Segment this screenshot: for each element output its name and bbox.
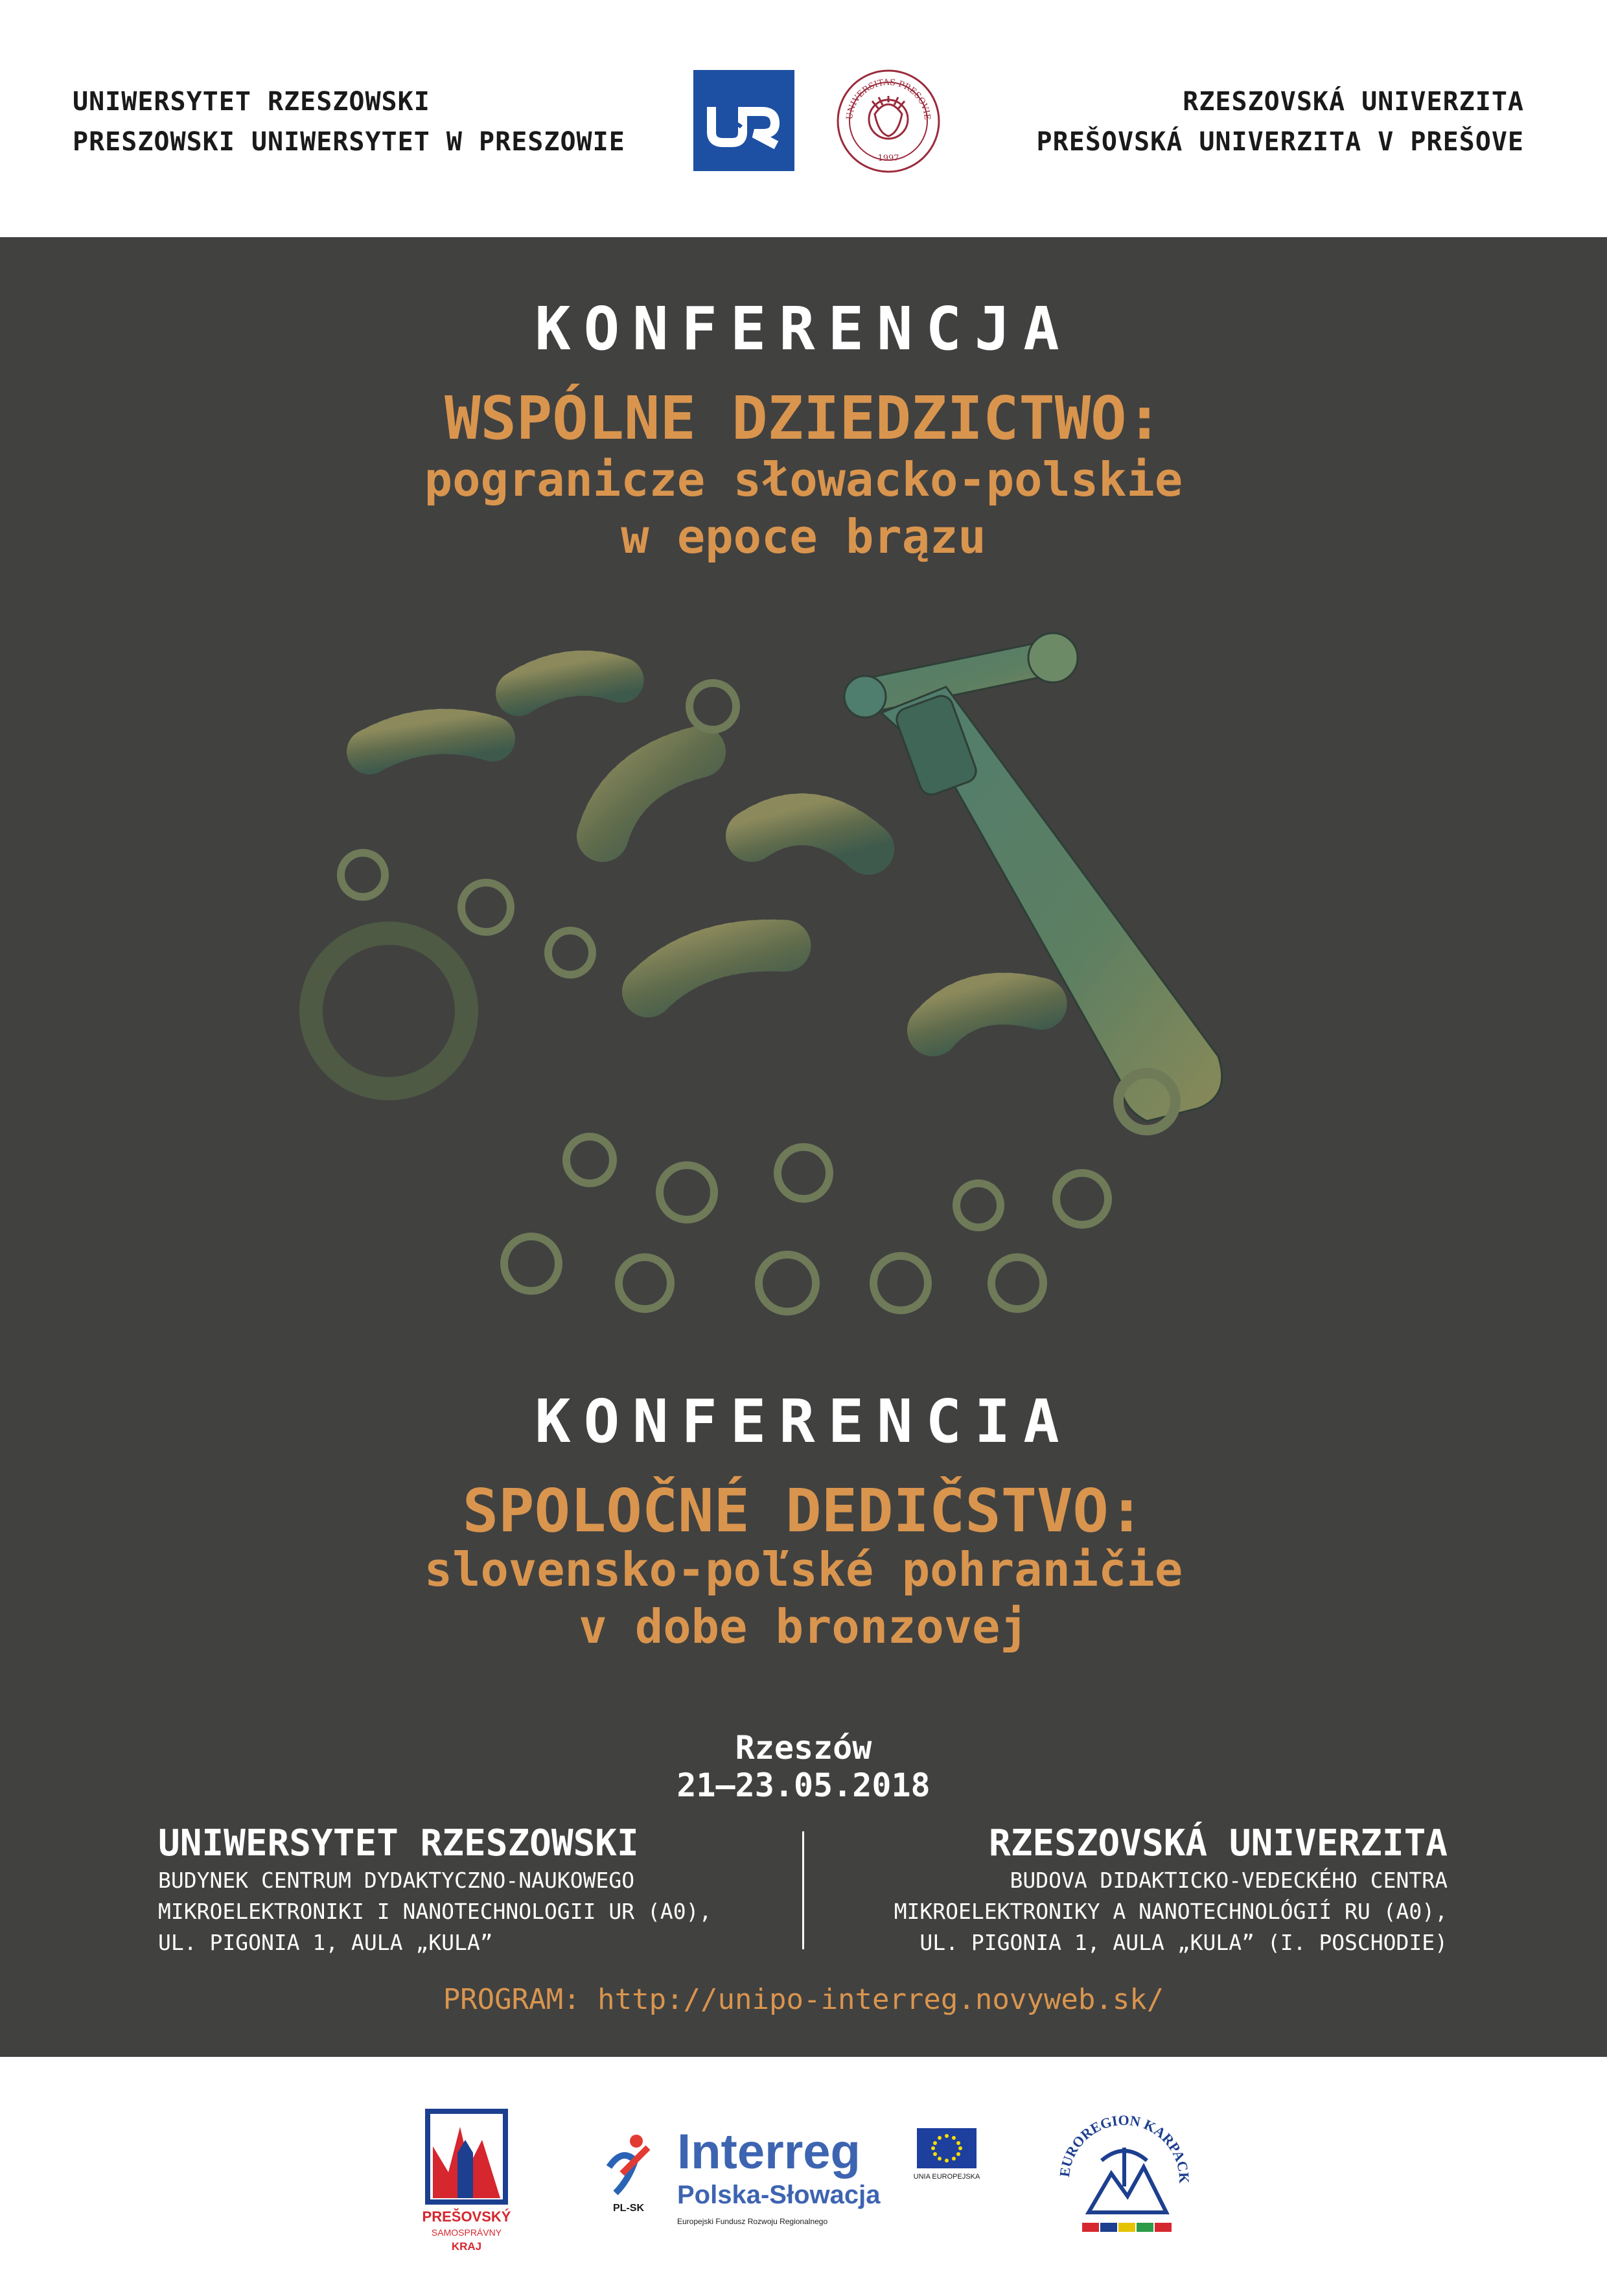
svg-text:PREŠOVSKÝ: PREŠOVSKÝ [422,2209,511,2225]
svg-text:EUROREGION KARPACKI: EUROREGION KARPACK [1056,2111,1193,2184]
program-link-line [0,1983,1607,2016]
svg-text:UNIA EUROPEJSKA: UNIA EUROPEJSKA [913,2173,980,2181]
venue-slovak-line3: UL. PIGONIA 1, AULA „KULA” (I. POSCHODIE) [919,1930,1448,1955]
presov-region-logo [415,2107,518,2256]
header-right-line2: PREŠOVSKÁ UNIVERZITA V PREŠOVE [1036,127,1524,157]
slovak-title: SPOLOČNÉ DEDIČSTVO: [462,1476,1145,1546]
svg-text:UNIVERSITAS PRESOVIENSIS: UNIVERSITAS PRESOVIE [844,77,932,121]
footer [0,2057,1607,2296]
header-right-line1: RZESZOVSKÁ UNIVERZITA [1183,87,1524,117]
venue-divider [802,1831,804,1949]
ur-logo [693,70,794,171]
slovak-subtitle-line1: slovensko-poľské pohraničie [424,1542,1183,1597]
header-left [73,82,625,162]
presov-university-seal [836,69,941,174]
svg-text:PL-SK: PL-SK [613,2203,644,2214]
svg-text:SAMOSPRÁVNY: SAMOSPRÁVNY [431,2227,502,2238]
polish-title: WSPÓLNE DZIEDZICTWO: [445,384,1162,453]
axe-artifact [844,633,1222,1121]
header-left-line2: PRESZOWSKI UNIWERSYTET W PRESZOWIE [73,127,625,157]
venue-slovak-line2: MIKROELEKTRONIKY A NANOTECHNOLÓGIÍ RU (A0), [894,1899,1448,1924]
venue-polish [158,1822,711,1958]
venue-polish-line2: MIKROELEKTRONIKI I NANOTECHNOLOGII UR (A0), [158,1899,712,1924]
header-right [1037,82,1524,162]
svg-text:Europejski Fundusz Rozwoju Reg: Europejski Fundusz Rozwoju Regionalnego [677,2217,828,2226]
polish-subtitle-line1: pogranicze słowacko-polskie [424,452,1183,507]
interreg-logo [596,2122,985,2232]
heading-konferencia: KONFERENCIA [535,1387,1072,1456]
venue-slovak-name: RZESZOVSKÁ UNIVERZITA [988,1822,1448,1864]
slovak-subtitle-line2: v dobe bronzovej [579,1599,1028,1654]
venue-polish-line3: UL. PIGONIA 1, AULA „KULA” [158,1930,493,1955]
header-left-line1: UNIWERSYTET RZESZOWSKI [73,87,430,117]
svg-text:Polska-Słowacja: Polska-Słowacja [677,2181,881,2209]
euroregion-karpacki-logo [1050,2102,1199,2251]
header [0,0,1607,237]
program-url-link[interactable]: http://unipo-interreg.novyweb.sk/ [597,1983,1164,2016]
svg-text:Interreg: Interreg [677,2124,861,2179]
polish-subtitle-line2: w epoce brązu [621,509,986,564]
event-date: 21–23.05.2018 [676,1767,931,1804]
venue-polish-name: UNIWERSYTET RZESZOWSKI [158,1822,639,1864]
bronze-artifacts-photo [298,603,1309,1341]
program-label: PROGRAM: [443,1983,598,2016]
venue-slovak-line1: BUDOVA DIDAKTICKO-VEDECKÉHO CENTRA [1010,1868,1448,1893]
svg-text:KRAJ: KRAJ [451,2240,482,2253]
venue-slovak [894,1822,1448,1958]
svg-text:1997: 1997 [877,154,899,163]
heading-konferencja: KONFERENCJA [535,294,1072,364]
event-city: Rzeszów [735,1729,872,1767]
venue-polish-line1: BUDYNEK CENTRUM DYDAKTYCZNO-NAUKOWEGO [158,1868,635,1893]
